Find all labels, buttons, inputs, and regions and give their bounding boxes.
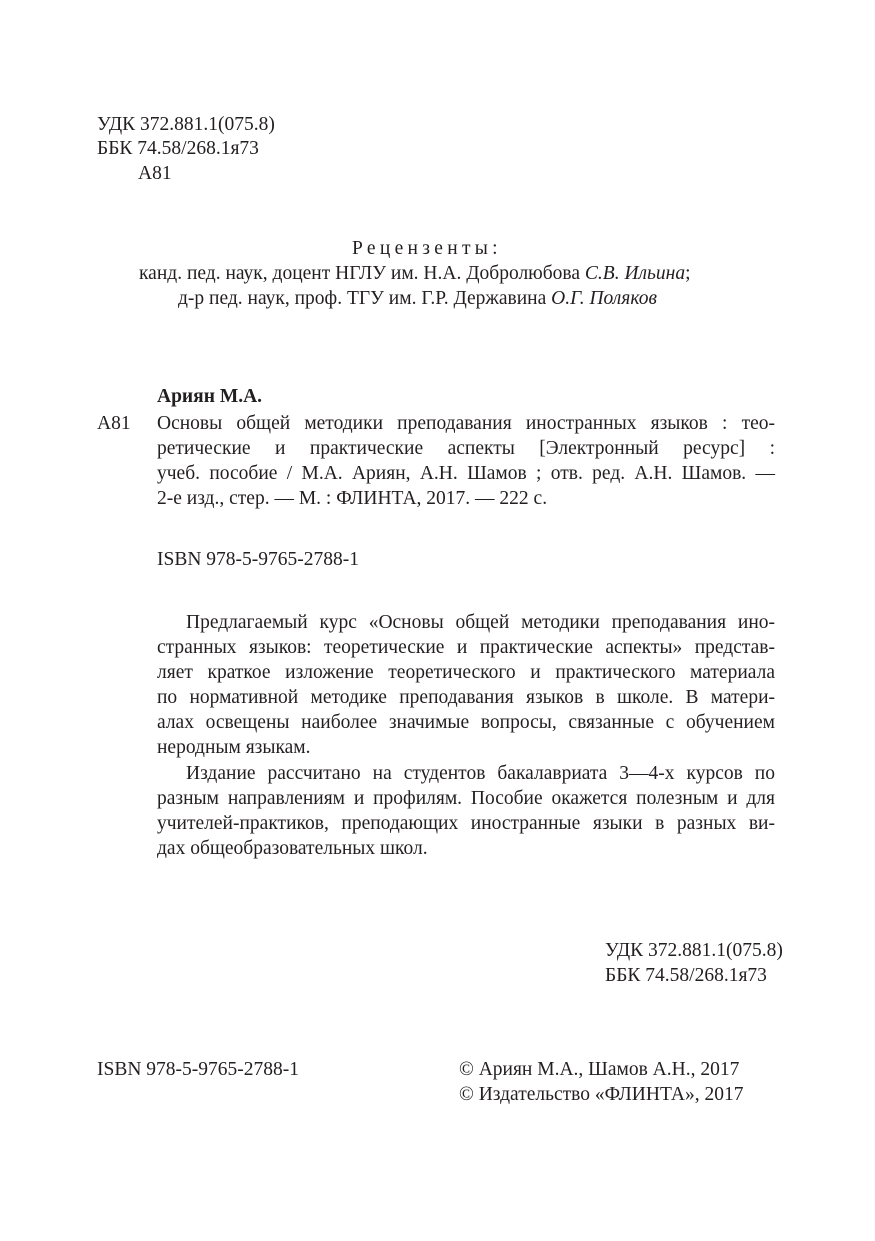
bib-line: ретические и практические аспекты [Электронный ресурс] : [157, 438, 775, 459]
annotation-line: алах освещены наиболее значимые вопросы, связанные с обучением [157, 712, 775, 733]
annotation-line: дах общеобразовательных школ. [157, 838, 428, 859]
annotation-line: неродным языкам. [157, 737, 311, 758]
header-bbk: ББК 74.58/268.1я73 [97, 138, 259, 159]
bib-line: Основы общей методики преподавания иностранных языков : тео- [157, 413, 775, 434]
reviewer-2-name: О.Г. Поляков [551, 288, 657, 309]
annotation-line: разным направлениям и профилям. Пособие окажется полезным и для [157, 788, 775, 809]
annotation-paragraph-2 [157, 761, 775, 861]
bib-isbn: ISBN 978-5-9765-2788-1 [157, 549, 360, 570]
bib-line: учеб. пособие / М.А. Ариян, А.Н. Шамов ; отв. ред. А.Н. Шамов. — [157, 463, 775, 484]
reviewers-title: Рецензенты: [352, 238, 502, 259]
bib-description [157, 411, 775, 511]
annotation-line: ляет краткое изложение теоретического и практического материала [157, 662, 775, 683]
classification-udk: УДК 372.881.1(075.8) [605, 940, 783, 961]
annotation-line: Издание рассчитано на студентов бакалавриата 3—4-х курсов по [186, 763, 775, 784]
reviewer-1 [139, 261, 691, 286]
annotation-line: странных языков: теоретические и практические аспекты» представ- [157, 637, 775, 658]
reviewer-2-text: д-р пед. наук, проф. ТГУ им. Г.Р. Державина [178, 288, 552, 309]
annotation-line: учителей-практиков, преподающих иностранные языки в разных ви- [157, 813, 775, 834]
reviewer-1-end: ; [685, 263, 691, 284]
annotation-paragraph-1 [157, 610, 775, 760]
annotation-line: по нормативной методике преподавания языков в школе. В матери- [157, 687, 775, 708]
annotation-line: Предлагаемый курс «Основы общей методики преподавания ино- [186, 612, 775, 633]
footer-isbn: ISBN 978-5-9765-2788-1 [97, 1059, 300, 1080]
copyright-authors: © Ариян М.А., Шамов А.Н., 2017 [459, 1059, 740, 1080]
copyright-publisher: © Издательство «ФЛИНТА», 2017 [459, 1084, 744, 1105]
reviewer-2 [178, 286, 657, 311]
header-author-mark: А81 [138, 163, 172, 184]
reviewer-1-text: канд. пед. наук, доцент НГЛУ им. Н.А. Добролюбова [139, 263, 585, 284]
classification-bbk: ББК 74.58/268.1я73 [605, 965, 767, 986]
header-udk: УДК 372.881.1(075.8) [97, 114, 275, 135]
bib-line: 2-е изд., стер. — М. : ФЛИНТА, 2017. — 222 с. [157, 488, 548, 509]
bib-author: Ариян М.А. [157, 386, 263, 407]
bib-mark: А81 [97, 413, 131, 434]
reviewer-1-name: С.В. Ильина [584, 263, 686, 284]
